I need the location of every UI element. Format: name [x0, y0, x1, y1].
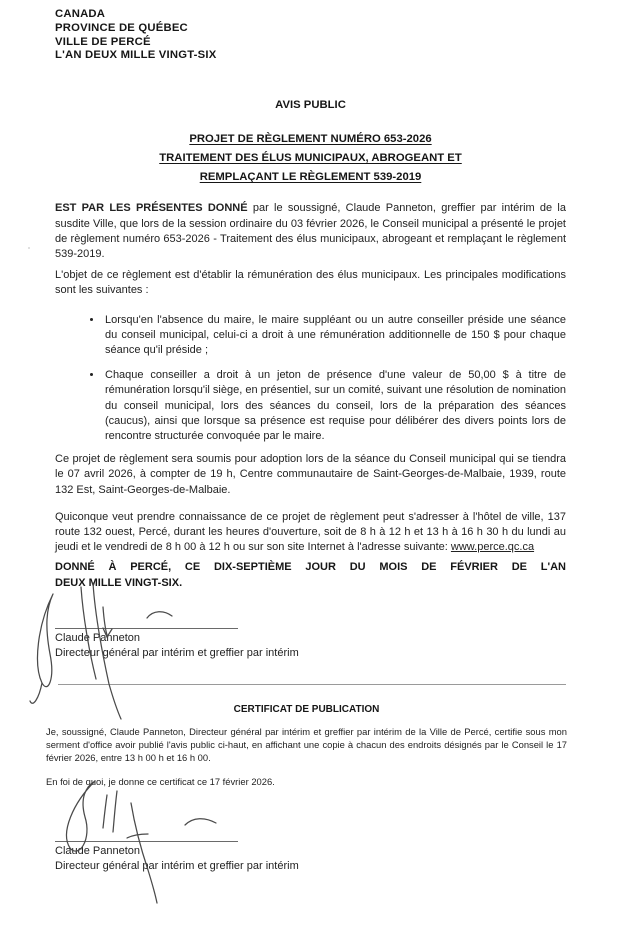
website-link[interactable]: www.perce.qc.ca [450, 541, 535, 554]
dateline-line-2: DEUX MILLE VINGT-SIX. [55, 576, 183, 589]
signature-line [55, 841, 238, 842]
adoption-paragraph: Ce projet de règlement sera soumis pour adoption lors de la séance du Conseil municipal qui se tiendra le 07 avril 2026, à compter de 19 h, Centre communautaire de Saint-Georges-de-Malbaie, 1939, route 132 Est, Saint-Georges-de-Malbaie. [55, 453, 566, 496]
letterhead-province: PROVINCE DE QUÉBEC [55, 21, 188, 34]
section-divider [58, 684, 566, 685]
list-item: • Chaque conseiller a droit à un jeton de présence d'une valeur de 50,00 $ à titre de rémunération lorsqu'il siège, en présentiel, sur un comité, suivant une résolution de nomination du conseil municipal, lors des séances du conseil, lors de la préparation des séances (caucus), ainsi que lorsque sa présence est requise pour délibérer des divers points lors de rencontre structurée convoquée par le maire. [103, 368, 566, 444]
consultation-paragraph-text: Quiconque veut prendre connaissance de ce projet de règlement peut s'adresser à l'hôtel de ville, 137 route 132 ouest, Percé, durant les heures d'ouverture, soit de 8 h à 12 h et 13 h à 16 h 30 h du lundi au jeudi et le vendredi de 8 h 00 à 12 h ou sur son site Internet à l'adresse suivante: [55, 510, 566, 554]
letterhead-city: VILLE DE PERCÉ [55, 35, 151, 48]
signatory-name: Claude Panneton [55, 631, 141, 644]
signature-block-certificate [55, 841, 566, 874]
certificate-paragraph: Je, soussigné, Claude Panneton, Directeur général par intérim et greffier par intérim de la Ville de Percé, certifie sous mon serment d'office avoir publié l'avis public ci-haut, en affichant une copie à chacun des endroits désignés par le Conseil le 17 février 2026, entre 13 h 00 h et 16 h 00. [46, 726, 567, 764]
signature-line [55, 628, 238, 629]
notice-title: AVIS PUBLIC [275, 99, 346, 112]
regulation-title-line-1: PROJET DE RÈGLEMENT NUMÉRO 653-2026 [189, 133, 432, 146]
regulation-title-line-2: TRAITEMENT DES ÉLUS MUNICIPAUX, ABROGEANT ET [159, 152, 462, 165]
opening-paragraph-text: par le soussigné, Claude Panneton, greffier par intérim de la susdite Ville, que lors de la session ordinaire du 03 février 2026, le Conseil municipal a présenté le projet de règlement numéro 653-2026 - Traitement des élus municipaux, abrogeant et remplaçant le règlement 539-2019. [55, 202, 566, 260]
object-paragraph: L'objet de ce règlement est d'établir la rémunération des élus municipaux. Les principales modifications sont les suivantes : [55, 269, 566, 297]
consultation-paragraph [55, 510, 566, 556]
signatory-name: Claude Panneton [55, 845, 141, 858]
certificate-section [46, 703, 567, 788]
scan-artifact [28, 247, 30, 249]
dateline [55, 560, 566, 590]
dateline-line-1: DONNÉ À PERCÉ, CE DIX-SEPTIÈME JOUR DU MOIS DE FÉVRIER DE L'AN [55, 561, 566, 574]
signatory-title: Directeur général par intérim et greffier par intérim [55, 647, 299, 660]
opening-paragraph [55, 201, 566, 262]
list-item: • Lorsqu'en l'absence du maire, le maire suppléant ou un autre conseiller préside une séance du conseil municipal, celui-ci a droit à une rémunération additionnelle de 150 $ pour chaque séance qu'il préside ; [103, 313, 566, 359]
letterhead-year: L'AN DEUX MILLE VINGT-SIX [55, 49, 217, 62]
signature-block-notice [55, 628, 566, 661]
letterhead [55, 8, 566, 63]
certificate-attestation: En foi de quoi, je donne ce certificat ce 17 février 2026. [46, 776, 275, 788]
modifications-list [55, 313, 566, 445]
regulation-title [55, 130, 566, 187]
certificate-heading: CERTIFICAT DE PUBLICATION [233, 704, 380, 716]
regulation-title-line-3: REMPLAÇANT LE RÈGLEMENT 539-2019 [199, 171, 422, 184]
opening-paragraph-bold: EST PAR LES PRÉSENTES DONNÉ [55, 202, 248, 215]
letterhead-country: CANADA [55, 8, 106, 20]
signatory-title: Directeur général par intérim et greffier par intérim [55, 860, 299, 873]
